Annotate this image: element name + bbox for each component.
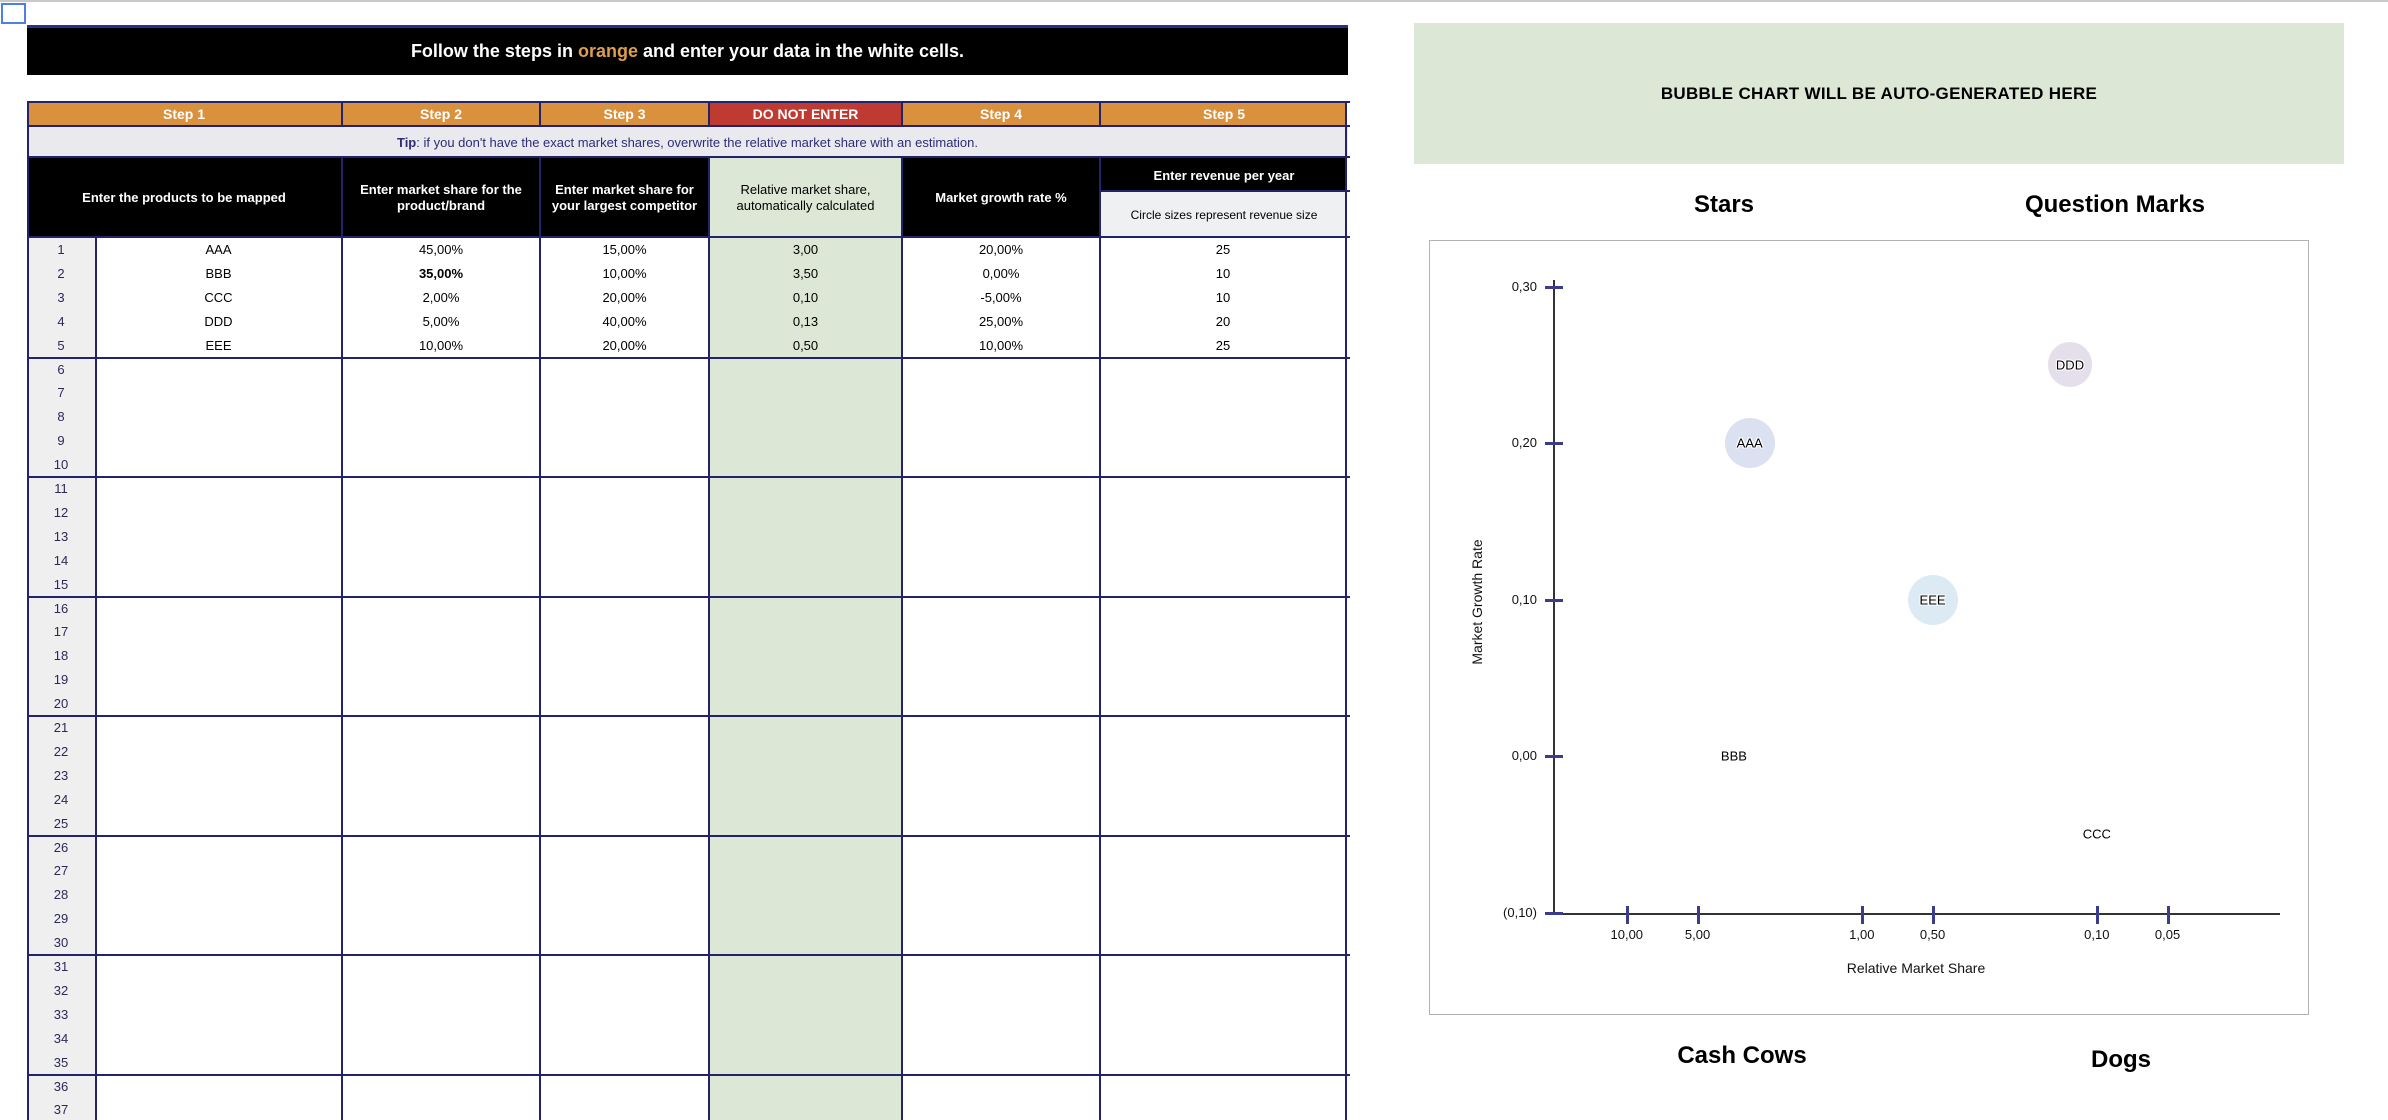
table-cell-revenue[interactable]: 25 xyxy=(1215,337,1231,353)
x-axis-tick xyxy=(1932,906,1935,924)
row-number: 27 xyxy=(53,863,69,879)
row-number: 22 xyxy=(53,743,69,759)
row-number: 12 xyxy=(53,504,69,520)
step5-header: Step 5 xyxy=(1101,101,1347,127)
table-grid-vline xyxy=(1345,101,1347,1120)
step4-header: Step 4 xyxy=(903,101,1099,127)
table-cell-share[interactable]: 35,00% xyxy=(418,265,464,281)
table-cell-relative[interactable]: 0,50 xyxy=(792,337,819,353)
instruction-banner xyxy=(27,25,1348,75)
table-grid-hline xyxy=(27,954,1350,956)
table-cell-revenue[interactable]: 10 xyxy=(1215,265,1231,281)
table-grid-vline xyxy=(341,101,343,127)
bubble-chart-placeholder: BUBBLE CHART WILL BE AUTO-GENERATED HERE xyxy=(1414,23,2344,164)
row-number: 24 xyxy=(53,791,69,807)
chart-bubble-label-bbb: BBB xyxy=(1720,748,1747,764)
row-number: 16 xyxy=(53,600,69,616)
row-number: 30 xyxy=(53,935,69,951)
table-cell-relative[interactable]: 0,10 xyxy=(792,289,819,305)
table-cell-share[interactable]: 2,00% xyxy=(422,289,460,305)
table-cell-relative[interactable]: 3,50 xyxy=(792,265,819,281)
row-number: 35 xyxy=(53,1054,69,1070)
table-cell-competitor[interactable]: 20,00% xyxy=(602,289,647,305)
row-number: 9 xyxy=(57,433,65,449)
row-number: 10 xyxy=(53,457,69,473)
row-number: 20 xyxy=(53,696,69,712)
row-number: 1 xyxy=(57,242,65,257)
table-cell-product[interactable]: AAA xyxy=(205,242,232,257)
competitor-share-column-header: Enter market share for your largest competitor xyxy=(541,158,708,238)
banner-text-suffix: and enter your data in the white cells. xyxy=(637,41,965,61)
banner-text-highlight: orange xyxy=(577,41,638,61)
relative-share-column-header: Relative market share, automatically calculated xyxy=(710,158,901,238)
table-cell-growth[interactable]: 20,00% xyxy=(978,242,1024,257)
table-grid-hline xyxy=(27,101,1350,103)
row-number: 29 xyxy=(53,911,69,927)
chart-bubble-label-ccc: CCC xyxy=(2082,826,2111,842)
table-cell-product[interactable]: EEE xyxy=(205,337,232,353)
quadrant-label-cash-cows: Cash Cows xyxy=(1677,1042,1807,1069)
table-cell-revenue[interactable]: 25 xyxy=(1215,242,1231,257)
y-axis-tick-label: 0,00 xyxy=(1511,748,1537,763)
row-number: 17 xyxy=(53,624,69,640)
row-number: 34 xyxy=(53,1030,69,1046)
y-axis-title: Market Growth Rate xyxy=(1469,539,1485,665)
row-number: 19 xyxy=(53,672,69,688)
table-cell-product[interactable]: CCC xyxy=(204,289,233,305)
chart-bubble-label-eee: EEE xyxy=(1919,592,1946,607)
x-axis-tick-label: 1,00 xyxy=(1849,927,1875,942)
banner-text-prefix: Follow the steps in xyxy=(410,41,578,61)
tip-row xyxy=(27,127,1348,158)
row-number: 36 xyxy=(53,1078,69,1094)
table-grid-vline xyxy=(539,101,541,127)
table-grid-hline xyxy=(27,715,1350,717)
table-cell-share[interactable]: 10,00% xyxy=(418,337,464,353)
step2-header: Step 2 xyxy=(343,101,539,127)
revenue-column-subheader: Circle sizes represent revenue size xyxy=(1101,192,1347,238)
y-axis-tick xyxy=(1545,755,1563,758)
row-number: 4 xyxy=(57,313,65,329)
table-grid-hline xyxy=(27,125,1350,127)
chart-bubble-label-aaa: AAA xyxy=(1736,435,1763,451)
table-cell-product[interactable]: BBB xyxy=(205,265,232,281)
step1-header: Step 1 xyxy=(27,101,341,127)
row-number: 25 xyxy=(53,815,69,831)
table-grid-hline xyxy=(27,596,1350,598)
y-axis-tick xyxy=(1545,912,1563,915)
row-number: 23 xyxy=(53,767,69,783)
x-axis-tick-label: 0,10 xyxy=(2084,927,2110,942)
table-cell-product[interactable]: DDD xyxy=(204,313,233,329)
row-number: 3 xyxy=(57,289,65,305)
quadrant-label-stars: Stars xyxy=(1693,191,1755,218)
tip-text: : if you don't have the exact market shares, overwrite the relative market share with an estimation. xyxy=(416,135,978,150)
table-cell-revenue[interactable]: 10 xyxy=(1215,289,1231,305)
table-cell-competitor[interactable]: 20,00% xyxy=(602,337,647,353)
active-cell-selection[interactable] xyxy=(1,3,26,24)
quadrant-label-dogs: Dogs xyxy=(2091,1046,2151,1073)
row-number: 18 xyxy=(53,648,69,664)
table-cell-growth[interactable]: 25,00% xyxy=(978,313,1024,329)
row-number: 26 xyxy=(53,839,69,855)
y-axis-tick-label: 0,30 xyxy=(1511,278,1537,294)
x-axis-tick xyxy=(2096,906,2099,924)
y-axis-tick-label: 0,20 xyxy=(1511,435,1537,450)
table-cell-relative[interactable]: 3,00 xyxy=(792,242,819,257)
table-grid-vline xyxy=(1099,101,1101,127)
table-cell-relative[interactable]: 0,13 xyxy=(792,313,819,329)
market-share-column-header: Enter market share for the product/brand xyxy=(343,158,539,238)
row-number: 21 xyxy=(53,720,69,735)
y-axis-tick-label: (0,10) xyxy=(1503,904,1537,920)
x-axis-tick-label: 0,50 xyxy=(1919,927,1946,942)
row-number: 37 xyxy=(53,1102,69,1118)
table-cell-growth[interactable]: 0,00% xyxy=(982,265,1020,281)
table-grid-vline xyxy=(708,101,710,127)
growth-rate-column-header: Market growth rate % xyxy=(903,158,1099,238)
table-cell-share[interactable]: 45,00% xyxy=(418,242,464,257)
row-number: 33 xyxy=(53,1006,69,1022)
table-cell-growth[interactable]: -5,00% xyxy=(980,289,1022,305)
row-number: 11 xyxy=(54,481,68,496)
do-not-enter-header: DO NOT ENTER xyxy=(710,101,901,127)
row-number: 6 xyxy=(57,361,65,377)
x-axis-tick xyxy=(2167,906,2170,924)
row-number: 13 xyxy=(53,528,69,544)
products-column-header: Enter the products to be mapped xyxy=(27,158,341,238)
row-number: 5 xyxy=(57,337,65,353)
row-number: 28 xyxy=(53,887,69,903)
x-axis-title: Relative Market Share xyxy=(1846,960,1986,976)
x-axis-tick xyxy=(1861,906,1864,924)
y-axis-tick xyxy=(1545,599,1563,602)
y-axis-tick-label: 0,10 xyxy=(1511,591,1537,607)
x-axis-tick xyxy=(1697,906,1700,924)
table-cell-competitor[interactable]: 40,00% xyxy=(602,313,647,329)
bcg-bubble-chart[interactable] xyxy=(1429,240,2309,1015)
row-number: 31 xyxy=(53,959,69,974)
x-axis-tick xyxy=(1626,906,1629,924)
table-grid-hline xyxy=(27,476,1350,478)
revenue-column-header: Enter revenue per year xyxy=(1101,158,1347,192)
row-number: 14 xyxy=(53,552,69,568)
table-cell-revenue[interactable]: 20 xyxy=(1215,313,1231,329)
row-number: 2 xyxy=(57,265,65,281)
tip-bold: Tip xyxy=(396,135,417,150)
table-cell-share[interactable]: 5,00% xyxy=(422,313,460,329)
table-grid-hline xyxy=(1099,190,1350,192)
row-number: 7 xyxy=(57,385,65,401)
x-axis-line xyxy=(1553,913,2280,915)
y-axis-tick xyxy=(1545,286,1563,289)
table-cell-competitor[interactable]: 10,00% xyxy=(602,265,647,281)
table-grid-hline xyxy=(27,156,1350,158)
x-axis-tick-label: 0,05 xyxy=(2154,927,2181,942)
table-cell-competitor[interactable]: 15,00% xyxy=(602,242,647,257)
relative-share-auto-column xyxy=(710,238,901,1120)
y-axis-tick xyxy=(1545,442,1563,445)
x-axis-tick-label: 5,00 xyxy=(1684,927,1711,942)
row-number: 8 xyxy=(57,409,65,425)
quadrant-label-question-marks: Question Marks xyxy=(2024,191,2206,218)
table-grid-vline xyxy=(95,238,97,1120)
table-grid-hline xyxy=(27,1074,1350,1076)
table-cell-growth[interactable]: 10,00% xyxy=(978,337,1024,353)
table-grid-hline xyxy=(27,835,1350,837)
y-axis-line xyxy=(1553,280,1555,913)
chart-bubble-label-ddd: DDD xyxy=(2055,357,2085,373)
x-axis-tick-label: 10,00 xyxy=(1610,927,1644,942)
step3-header: Step 3 xyxy=(541,101,708,127)
row-number: 32 xyxy=(53,982,69,998)
table-grid-vline xyxy=(901,101,903,127)
row-number: 15 xyxy=(53,576,69,592)
